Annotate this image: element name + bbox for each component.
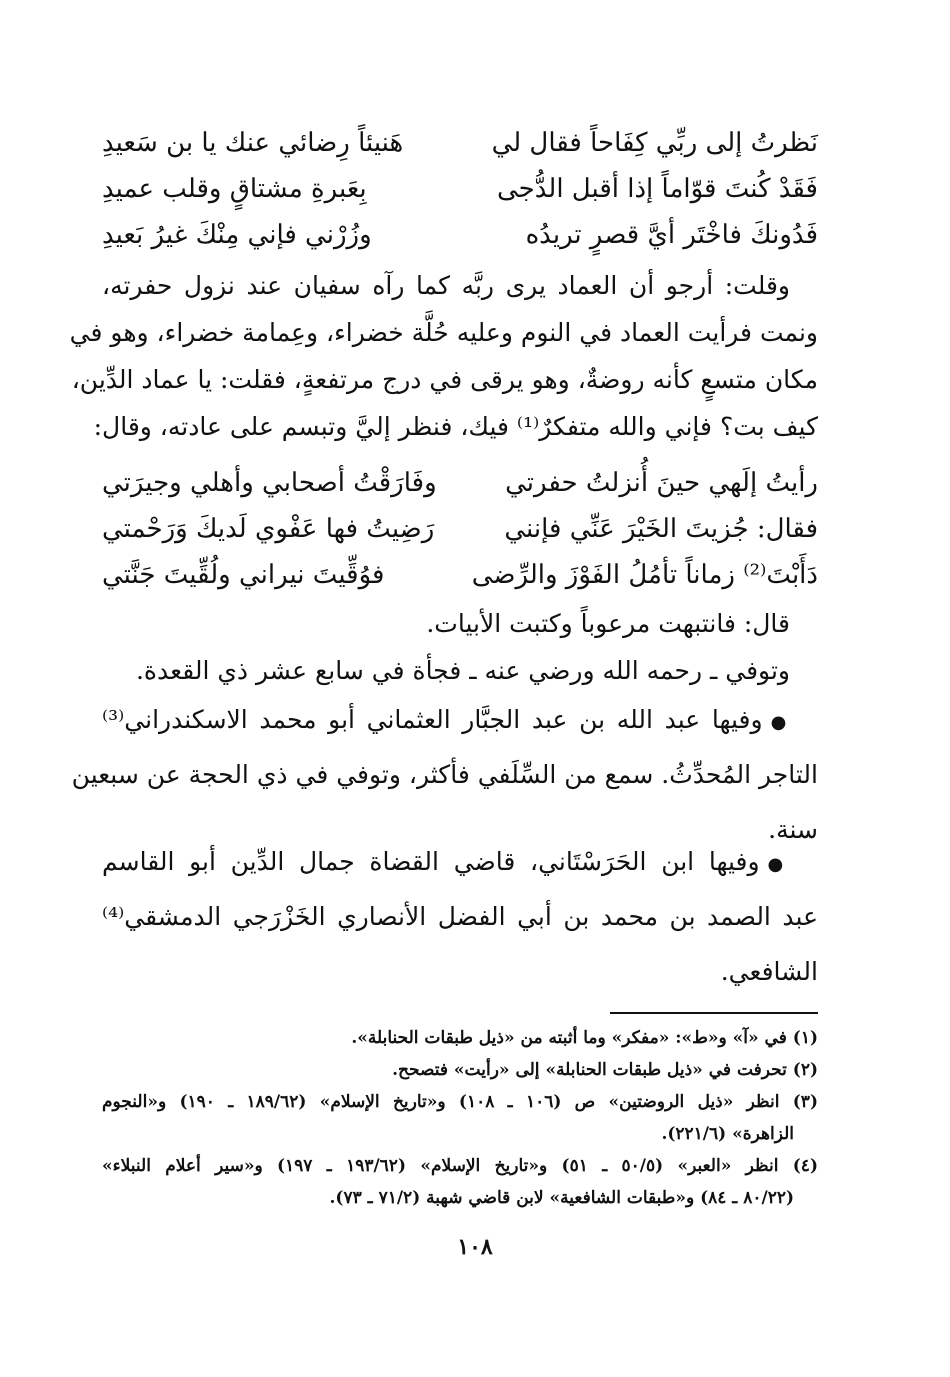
poem-block-2 — [102, 460, 818, 598]
verse-first-hemistich: نَظرتُ إلى ربِّي كِفَاحاً فقال لي — [491, 128, 818, 158]
verse-second-hemistich: رَضِيتُ فها عَفْوي لَديكَ وَرَحْمتي — [102, 514, 435, 544]
prose-line: سنة. — [768, 815, 818, 844]
bullet-dot-icon: ● — [770, 712, 790, 733]
verse-first-hemistich: فَدُونكَ فاخْتَر أيَّ قصرٍ تريدُه — [525, 220, 818, 250]
prose-line: وتوفي ـ رحمه الله ورضي عنه ـ فجأة في سابع عشر ذي القعدة. — [135, 656, 790, 685]
verse-second-hemistich: بِعَبرةِ مشتاقٍ وقلب عميدِ — [102, 174, 367, 204]
prose-line: كيف بت؟ فإني والله متفكرٌ⁽¹⁾ فيك، فنظر إليَّ وتبسم على عادته، وقال: — [93, 412, 818, 441]
footnote-1: (١) في «آ» و«ط»: «مفكر» وما أثبته من «ذيل طبقات الحنابلة». — [351, 1028, 818, 1048]
poem-block-1 — [102, 120, 818, 258]
biography-entry-2 — [102, 838, 818, 995]
prose-line: التاجر المُحدِّثُ. سمع من السِّلَفي فأكثر، وتوفي في ذي الحجة عن سبعين — [71, 760, 818, 789]
verse-second-hemistich: وفَارَقْتُ أصحابي وأهلي وجيرَتي — [102, 468, 437, 498]
footnote-4: (٤) انظر «العبر» (٥٠/٥ ـ ٥١) و«تاريخ الإسلام» (١٩٣/٦٢ ـ ١٩٧) و«سير أعلام النبلاء» — [102, 1156, 818, 1176]
footnote-4-continuation: (٨٠/٢٢ ـ ٨٤) و«طبقات الشافعية» لابن قاضي شهبة (٧١/٢ ـ ٧٣). — [329, 1188, 794, 1208]
entry-first-line — [102, 696, 818, 743]
footnote-3-continuation: الزاهرة» (٢٢١/٦). — [661, 1124, 794, 1144]
prose-line: قال: فانتبهت مرعوباً وكتبت الأبيات. — [426, 609, 790, 638]
verse-second-hemistich: هَنيئاً رِضائي عنك يا بن سَعيدِ — [102, 128, 404, 158]
biography-entry-1 — [71, 696, 818, 853]
entry-text: وفيها ابن الحَرَسْتَاني، قاضي القضاة جمال الدِّين أبو القاسم — [102, 847, 760, 876]
footnotes — [102, 1022, 818, 1214]
entry-first-line — [102, 838, 818, 885]
verse-line — [102, 506, 818, 552]
verse-first-hemistich: رأيتُ إلَهي حينَ أُنزلتُ حفرتي — [505, 468, 818, 498]
verse-line — [102, 166, 818, 212]
footnote-3: (٣) انظر «ذيل الروضتين» ص (١٠٦ ـ ١٠٨) و«تاريخ الإسلام» (١٨٩/٦٢ ـ ١٩٠) و«النجوم — [102, 1092, 818, 1112]
verse-second-hemistich: فوُقِّيتَ نيراني ولُقِّيتَ جَنَّتي — [102, 560, 385, 590]
verse-first-hemistich: فَقَدْ كُنتَ قوّاماً إذا أقبل الدُّجى — [497, 174, 818, 204]
prose-paragraph-1 — [69, 262, 818, 450]
page-number: ١٠٨ — [457, 1234, 493, 1260]
entry-text: وفيها عبد الله بن عبد الجبَّار العثماني أبو محمد الاسكندراني⁽³⁾ — [102, 705, 763, 734]
footnote-separator — [610, 1012, 818, 1014]
footnote-2: (٢) تحرفت في «ذيل طبقات الحنابلة» إلى «رأيت» فتصحح. — [392, 1060, 818, 1080]
prose-line: عبد الصمد بن محمد بن أبي الفضل الأنصاري الخَزْرَجي الدمشقي⁽⁴⁾ — [102, 902, 818, 931]
bullet-dot-icon: ● — [767, 854, 790, 875]
verse-line — [102, 212, 818, 258]
verse-first-hemistich: فقال: جُزيتَ الخَيْرَ عَنِّي فإنني — [504, 514, 818, 544]
prose-paragraph-2 — [102, 600, 818, 694]
verse-first-hemistich: دَأَبْتَ⁽²⁾ زماناً تأمُلُ الفَوْزَ والرِّضى — [471, 560, 818, 590]
verse-line — [102, 460, 818, 506]
verse-line — [102, 552, 818, 598]
prose-line: وقلت: أرجو أن العماد يرى ربَّه كما رآه سفيان عند نزول حفرته، — [102, 271, 790, 300]
prose-line: الشافعي. — [720, 957, 818, 986]
verse-second-hemistich: وزُرْني فإني مِنْكَ غيرُ بَعيدِ — [102, 220, 372, 250]
prose-line: مكان متسعٍ كأنه روضةٌ، وهو يرقى في درج مرتفعةٍ، فقلت: يا عماد الدِّين، — [71, 365, 818, 394]
verse-line — [102, 120, 818, 166]
prose-line: ونمت فرأيت العماد في النوم وعليه حُلَّة خضراء، وعِمامة خضراء، وهو في — [69, 318, 818, 347]
